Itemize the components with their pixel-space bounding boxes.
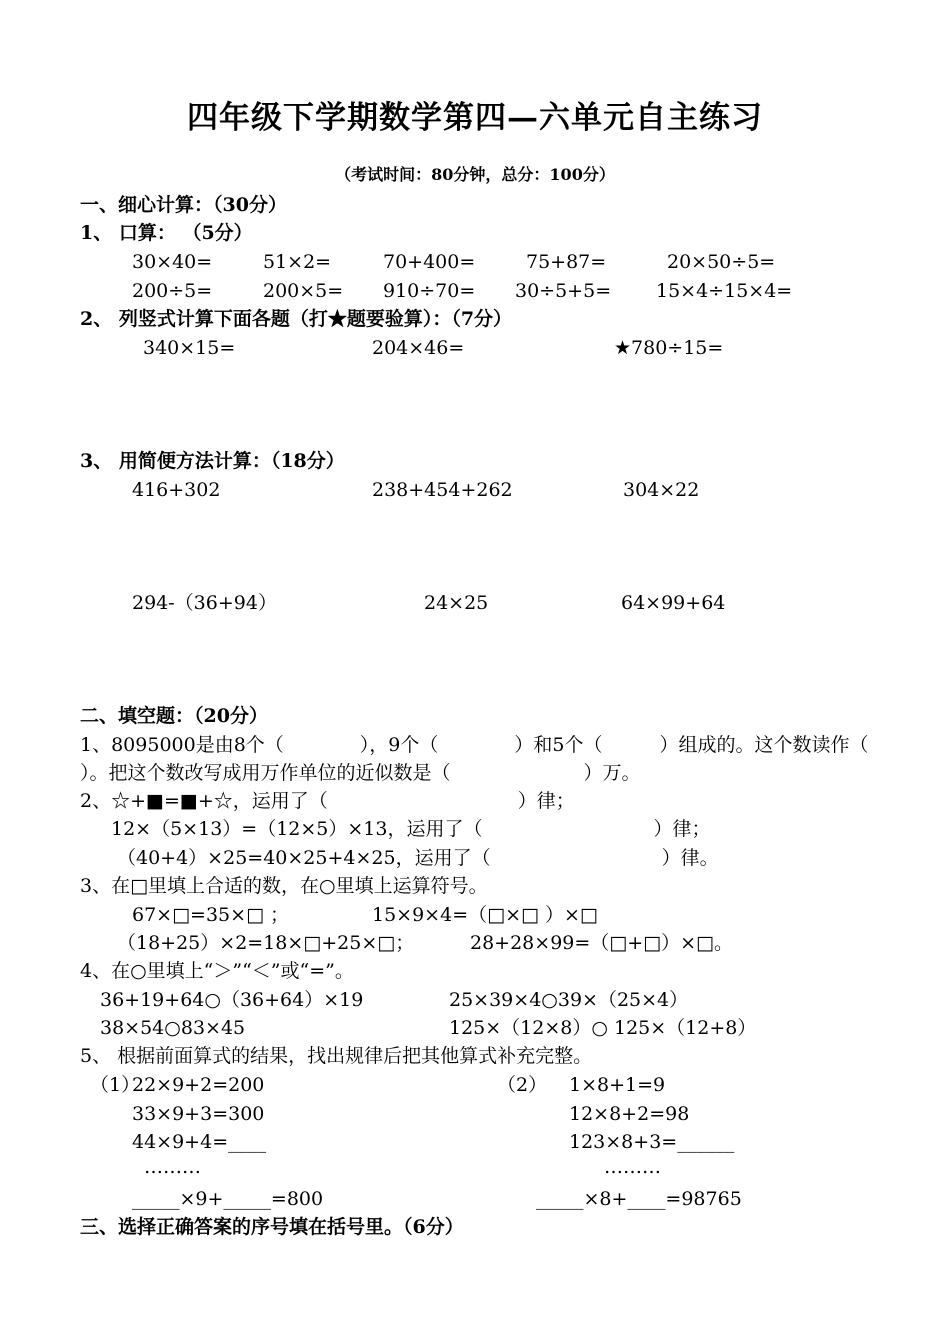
fill-q1-line1: 1、8095000是由8个（ ），9个（ ）和5个（ ）组成的。这个数读作（ xyxy=(80,734,869,756)
pattern-2-line: 1×8+1=9 xyxy=(569,1074,666,1096)
oral-item: 20×50÷5= xyxy=(667,251,776,273)
fill-q3-item: （18+25）×2=18×□+25×□； xyxy=(117,932,415,954)
oral-item: 51×2= xyxy=(263,251,332,273)
pattern-1-line: 44×9+4=____ xyxy=(132,1131,267,1153)
oral-item: 30÷5+5= xyxy=(515,280,612,302)
fill-q3-item: 28+28×99=（□+□）×□。 xyxy=(470,932,733,954)
pattern-1-line: 33×9+3=300 xyxy=(132,1103,265,1125)
oral-item: 15×4÷15×4= xyxy=(656,280,793,302)
vertical-calc-item: 340×15= xyxy=(143,337,236,359)
section-3-heading: 三、选择正确答案的序号填在括号里。（6分） xyxy=(80,1216,464,1238)
q3-label: 3、 用简便方法计算：（18分） xyxy=(80,450,345,472)
simplify-item: 238+454+262 xyxy=(372,479,513,501)
pattern-1-line: 22×9+2=200 xyxy=(132,1074,265,1096)
oral-item: 30×40= xyxy=(132,251,213,273)
compare-item: 25×39×4○39×（25×4） xyxy=(449,989,689,1011)
section-2-heading: 二、填空题：（20分） xyxy=(80,705,268,727)
fill-q4-label: 4、在○里填上“＞”“＜”或“=”。 xyxy=(80,960,354,982)
fill-q2-line2: 12×（5×13）=（12×5）×13，运用了（ ）律； xyxy=(111,818,711,840)
simplify-item: 64×99+64 xyxy=(621,592,726,614)
exam-info: （考试时间：80分钟，总分：100分） xyxy=(335,165,615,184)
fill-q2-line3: （40+4）×25=40×25+4×25，运用了（ ）律。 xyxy=(117,847,719,869)
simplify-item: 416+302 xyxy=(132,479,221,501)
oral-item: 200÷5= xyxy=(132,280,213,302)
simplify-item: 304×22 xyxy=(623,479,700,501)
fill-q5-label: 5、 根据前面算式的结果，找出规律后把其他算式补充完整。 xyxy=(80,1045,593,1067)
q2-label: 2、 列竖式计算下面各题（打★题要验算）：（7分） xyxy=(80,308,513,330)
fill-q3-item: 67×□=35×□ ； xyxy=(132,904,290,926)
pattern-1-dots: ……… xyxy=(144,1156,201,1178)
compare-item: 36+19+64○（36+64）×19 xyxy=(100,989,364,1011)
pattern-1-tag: （1） xyxy=(90,1074,141,1096)
oral-item: 75+87= xyxy=(526,251,607,273)
pattern-1-last: _____×9+_____=800 xyxy=(132,1188,324,1210)
pattern-2-last: _____×8+____=98765 xyxy=(536,1188,742,1210)
page-title: 四年级下学期数学第四—六单元自主练习 xyxy=(187,100,763,136)
q1-label: 1、 口算： （5分） xyxy=(80,222,253,244)
simplify-item: 294-（36+94） xyxy=(132,592,277,614)
fill-q2-line1: 2、☆+■=■+☆，运用了（ ）律； xyxy=(80,790,575,812)
fill-q1-line2: ）。把这个数改写成用万作单位的近似数是（ ）万。 xyxy=(80,762,641,784)
section-1-heading: 一、细心计算：（30分） xyxy=(80,194,287,216)
oral-item: 910÷70= xyxy=(383,280,476,302)
pattern-2-tag: （2） xyxy=(497,1074,548,1096)
simplify-item: 24×25 xyxy=(424,592,489,614)
pattern-2-dots: ……… xyxy=(604,1156,661,1178)
oral-item: 70+400= xyxy=(383,251,476,273)
vertical-calc-item: 204×46= xyxy=(372,337,465,359)
pattern-2-line: 123×8+3=______ xyxy=(569,1131,735,1153)
oral-item: 200×5= xyxy=(263,280,344,302)
vertical-calc-item: ★780÷15= xyxy=(614,337,724,359)
fill-q3-item: 15×9×4=（□×□ ）×□ xyxy=(372,904,598,926)
fill-q3-label: 3、在□里填上合适的数，在○里填上运算符号。 xyxy=(80,875,488,897)
compare-item: 125×（12×8）○ 125×（12+8） xyxy=(449,1017,757,1039)
pattern-2-line: 12×8+2=98 xyxy=(569,1103,690,1125)
compare-item: 38×54○83×45 xyxy=(100,1017,246,1039)
